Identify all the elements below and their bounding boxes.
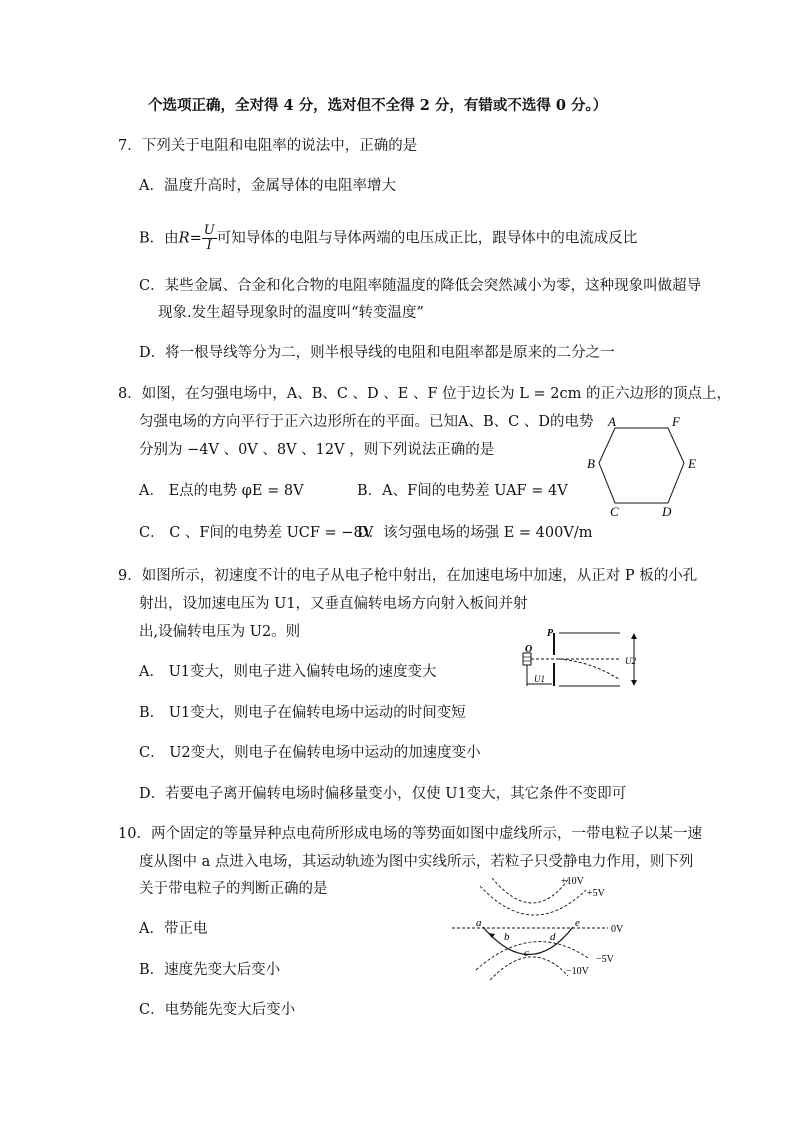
q7-formula-lhs: R <box>178 230 190 247</box>
q8-option-a: A． E点的电势 φE = 8V <box>139 483 304 499</box>
label-minus10v: −10V <box>566 966 589 977</box>
label-u2: U2 <box>625 656 636 666</box>
q7-option-c-line1: C．某些金属、合金和化合物的电阻率随温度的降低会突然减小为零，这种现象叫做超导 <box>139 278 702 294</box>
q10-stem-line3: 关于带电粒子的判断正确的是 <box>139 881 328 897</box>
q7-option-d: D．将一根导线等分为二，则半根导线的电阻和电阻率都是原来的二分之一 <box>139 345 615 361</box>
label-o: O <box>525 644 533 655</box>
scoring-note: 个选项正确，全对得 4 分，选对但不全得 2 分，有错或不选得 0 分。） <box>148 97 608 114</box>
hex-label-b: B <box>587 456 595 471</box>
label-u1: U1 <box>534 674 545 684</box>
q10-stem-line1: 10．两个固定的等量异种点电荷所形成电场的等势面如图中虚线所示，一带电粒子以某一速 <box>118 826 702 842</box>
q8-stem-line2: 匀强电场的方向平行于正六边形所在的平面。已知A、B、C 、D的电势 <box>139 414 594 430</box>
point-e: e <box>575 917 580 929</box>
hex-label-e: E <box>688 456 696 471</box>
label-p: P <box>547 628 554 639</box>
equipotential-figure <box>446 872 636 982</box>
q7-option-b-prefix: B．由 <box>139 230 179 247</box>
q7-option-a: A．温度升高时，金属导体的电阻率增大 <box>139 178 396 194</box>
q9-stem-line3: 出,设偏转电压为 U2。则 <box>139 624 301 640</box>
q9-option-d: D．若要电子离开偏转电场时偏移量变小，仅使 U1变大，其它条件不变即可 <box>139 786 627 802</box>
hex-label-c: C <box>610 504 619 519</box>
q8-option-b: B．A、F间的电势差 UAF = 4V <box>357 483 568 499</box>
q9-option-a: A． U1变大，则电子进入偏转电场的速度变大 <box>139 664 437 680</box>
q7-formula-fraction: $\frac{U}{I}$ <box>203 223 215 253</box>
q7-option-c-line2: 现象.发生超导现象时的温度叫“转变温度” <box>158 305 424 321</box>
label-plus10v: +10V <box>561 876 584 887</box>
q7-stem: 7．下列关于电阻和电阻率的说法中，正确的是 <box>118 138 418 154</box>
hex-label-d: D <box>662 504 672 519</box>
q8-stem-line3: 分别为 −4V 、0V 、8V 、12V ，则下列说法正确的是 <box>139 442 495 458</box>
trajectory-arrow <box>488 933 495 938</box>
q8-option-c: C． C 、F间的电势差 UCF = −8V <box>139 525 374 541</box>
q10-stem-line2: 度从图中 a 点进入电场，其运动轨迹为图中实线所示，若粒子只受静电力作用，则下列 <box>139 854 694 870</box>
q10-option-b: B．速度先变大后变小 <box>139 962 281 978</box>
q9-option-c: C． U2变大，则电子在偏转电场中运动的加速度变小 <box>139 745 481 761</box>
q9-option-b: B． U1变大，则电子在偏转电场中运动的时间变短 <box>139 705 466 721</box>
label-0v: 0V <box>611 924 624 935</box>
q7-option-b-text: 可知导体的电阻与导体两端的电压成正比，跟导体中的电流成反比 <box>216 230 638 247</box>
q7-option-b: B．由R= $\frac{U}{I}$ 可知导体的电阻与导体两端的电压成正比，跟导体中的电流成反比 <box>139 223 638 253</box>
label-minus5v: −5V <box>596 954 614 965</box>
q10-option-a: A．带正电 <box>139 921 208 937</box>
q9-stem-line2: 射出，设加速电压为 U1，又垂直偏转电场方向射入板间并射 <box>139 596 528 612</box>
equipotential-minus10 <box>490 957 568 980</box>
electron-gun-figure <box>508 624 648 692</box>
point-d: d <box>550 931 556 943</box>
hex-label-f: F <box>672 414 680 429</box>
q8-stem-line1: 8．如图，在匀强电场中，A、B、C 、D 、E 、F 位于边长为 L = 2cm 的正六边形的顶点上， <box>118 386 731 402</box>
hexagon-shape <box>599 428 684 503</box>
beam-trajectory <box>559 659 620 680</box>
point-b: b <box>504 931 510 943</box>
point-c: c <box>524 947 529 959</box>
hex-label-a: A <box>608 414 616 429</box>
hexagon-figure <box>580 410 710 520</box>
equipotential-plus10 <box>492 878 569 903</box>
q10-option-c: C．电势能先变大后变小 <box>139 1002 296 1018</box>
q9-stem-line1: 9．如图所示，初速度不计的电子从电子枪中射出，在加速电场中加速，从正对 P 板的小孔 <box>118 568 698 584</box>
label-plus5v: +5V <box>587 888 605 899</box>
q8-option-d: D．该匀强电场的场强 E = 400V/m <box>357 525 593 541</box>
point-a: a <box>476 917 482 929</box>
equipotential-plus5 <box>480 886 586 915</box>
